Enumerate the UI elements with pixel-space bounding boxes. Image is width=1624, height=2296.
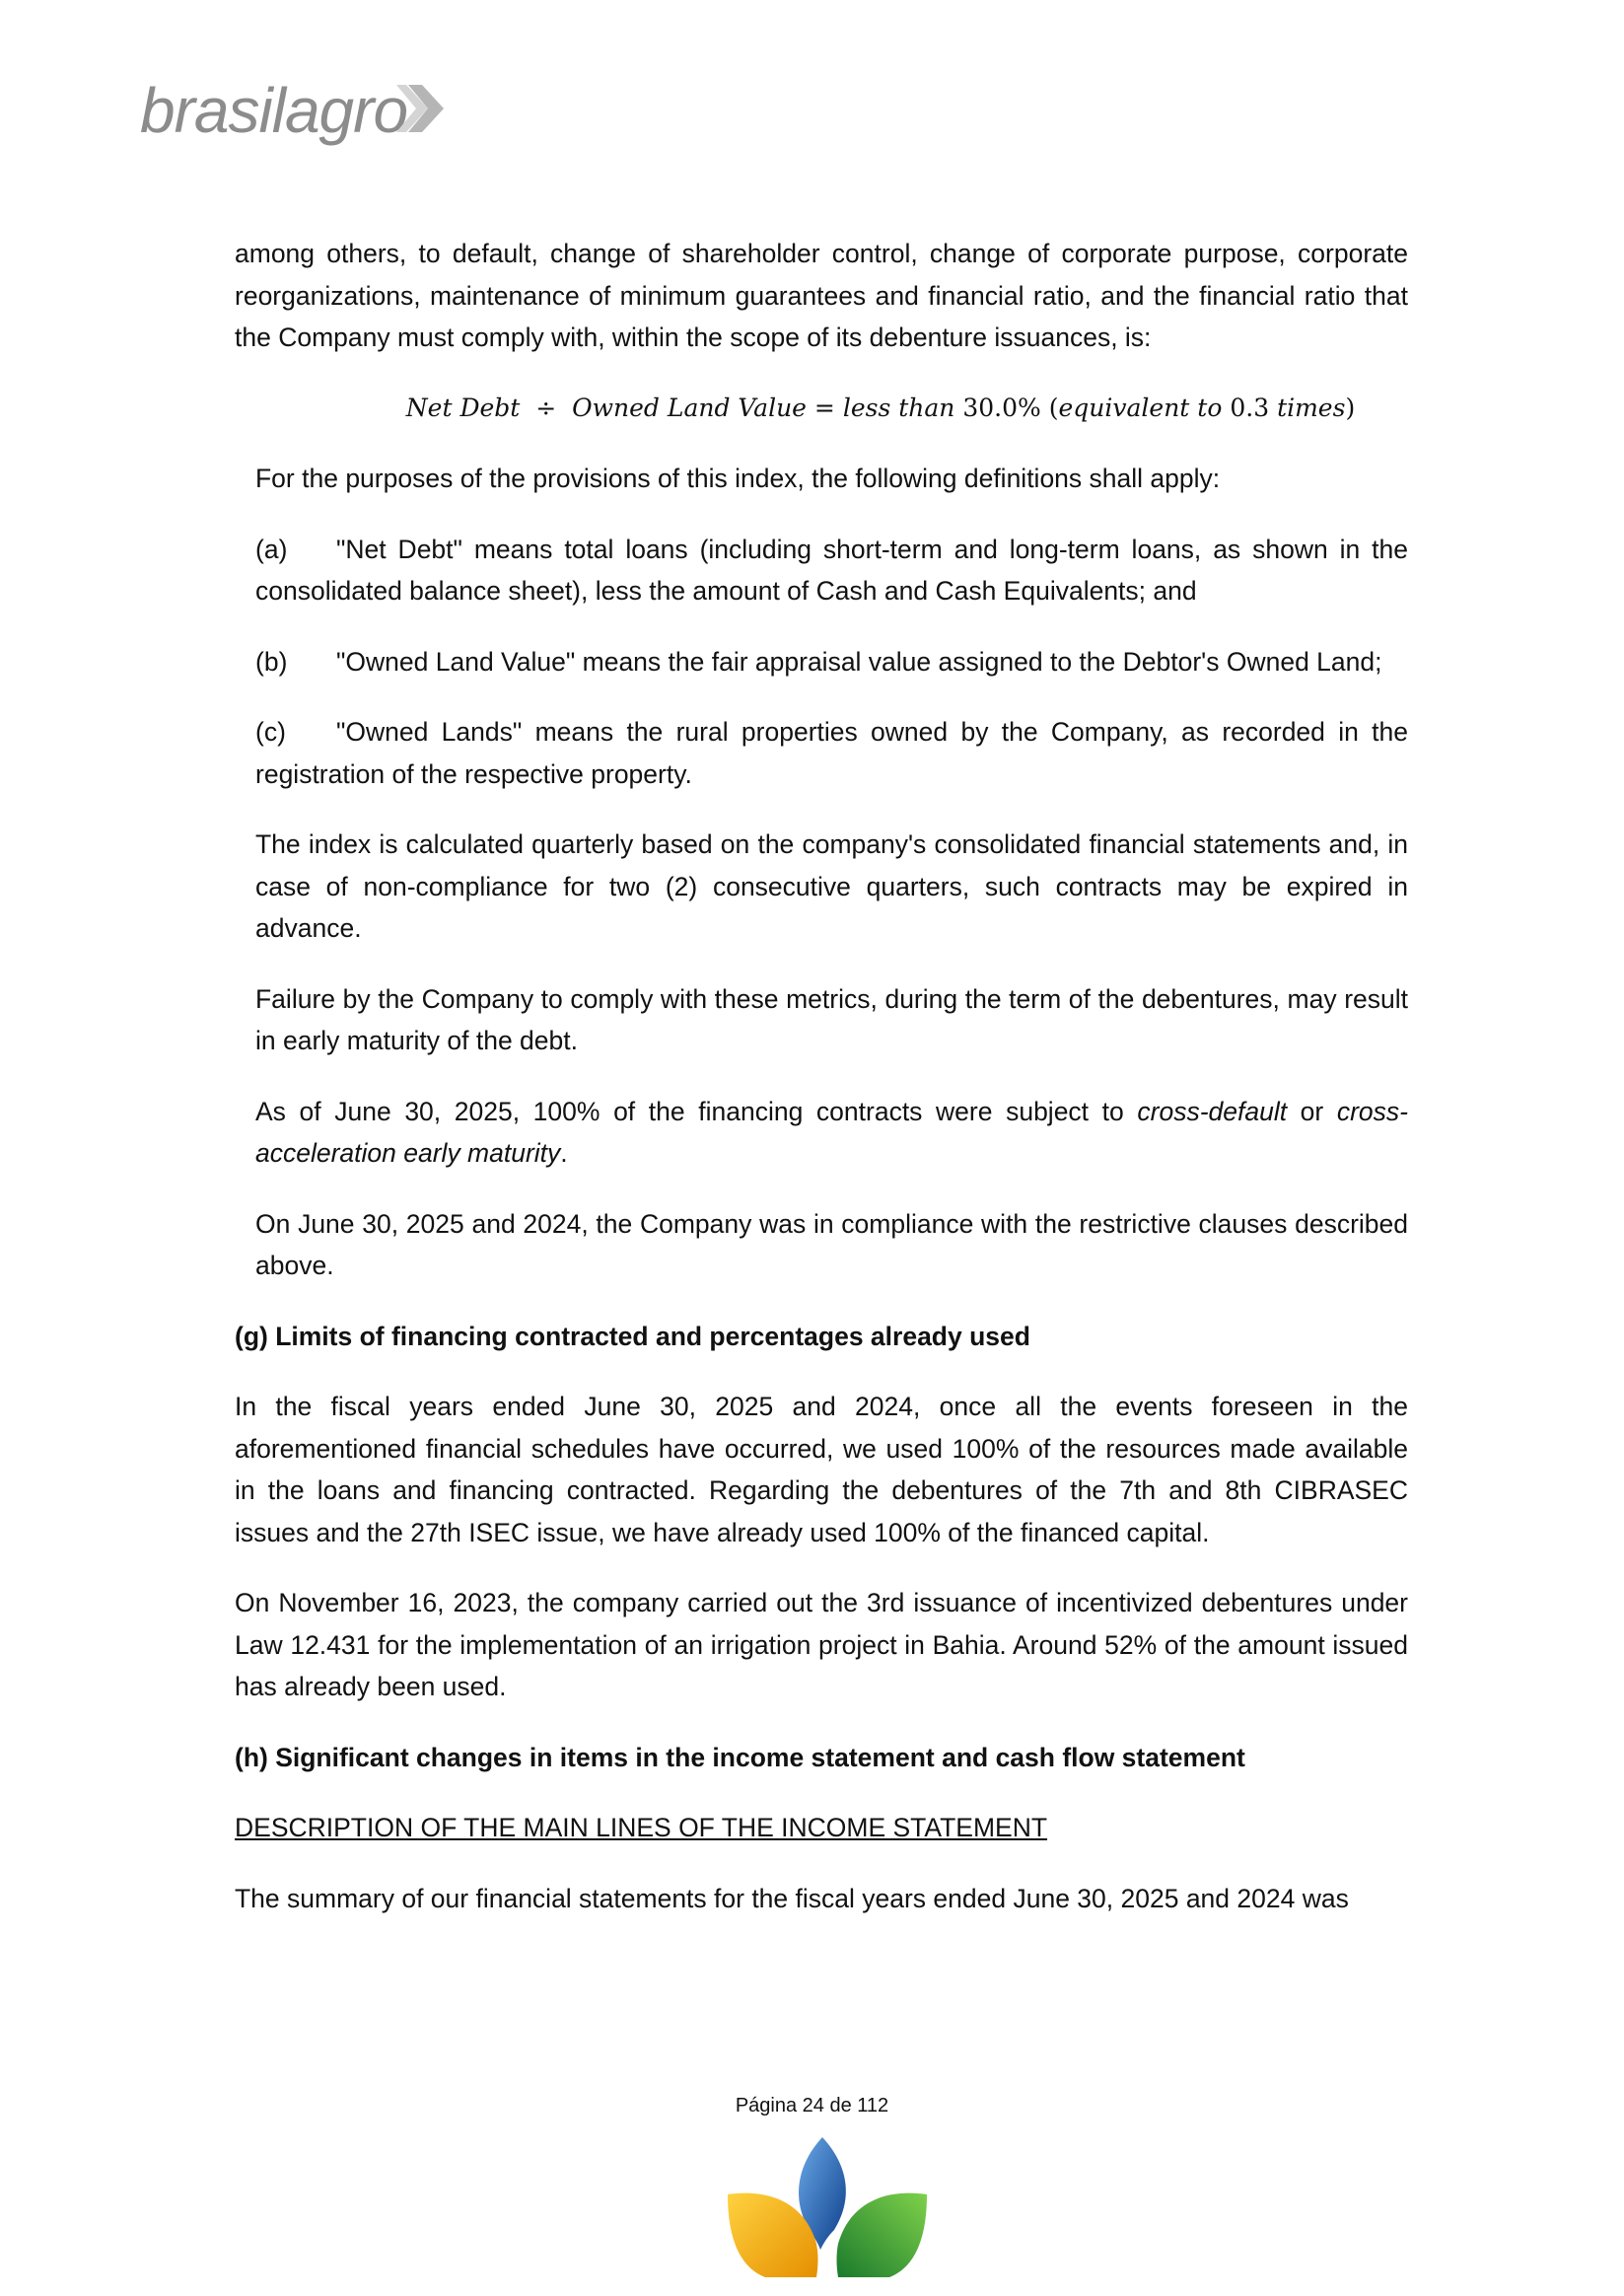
brasilagro-leaves-icon [726,2135,929,2281]
paragraph: On June 30, 2025 and 2024, the Company was in compliance with the restrictive clauses described above. [255,1208,1408,1280]
logo-wordmark: brasilagro [140,75,408,146]
list-marker: (a) [255,534,288,564]
page-number: Página 24 de 112 [735,2095,889,2117]
brasilagro-logo [140,71,446,150]
list-marker: (c) [255,717,286,747]
section-heading-g: (g) Limits of financing contracted and percentages already used [235,1321,1030,1351]
debt-ratio-formula: Net Debt ÷ Owned Land Value = less than 30.0% (equivalent to 0.3 times) [405,393,1356,422]
paragraph: The summary of our financial statements for the fiscal years ended June 30, 2025 and 2024 was [235,1883,1349,1913]
logo-chevron-icon [379,81,448,136]
paragraph: among others, to default, change of shareholder control, change of corporate purpose, corporate reorganizations, maintenance of minimum guarantees and financial ratio, and the financial ratio that the Company must comply with, within the scope of its debenture issuances, is: [235,239,1408,352]
definition-item: (c) "Owned Lands" means the rural properties owned by the Company, as recorded in the registration of the respective property. [235,711,1408,795]
paragraph: In the fiscal years ended June 30, 2025 and 2024, once all the events foreseen in the aforementioned financial schedules have occurred, we used 100% of the resources made available in the loans and financing contracted. Regarding the debentures of the 7th and 8th CIBRASEC issues and the 27th ISEC issue, we have already used 100% of the financed capital. [235,1392,1408,1547]
paragraph: As of June 30, 2025, 100% of the financing contracts were subject to cross-default or cross-acceleration early maturity. [255,1096,1408,1168]
section-heading-h: (h) Significant changes in items in the income statement and cash flow statement [235,1742,1245,1772]
paragraph: The index is calculated quarterly based on the company's consolidated financial statements and, in case of non-compliance for two (2) consecutive quarters, such contracts may be expired in advance. [255,829,1408,943]
document-body [235,233,1408,1919]
list-marker: (b) [255,646,288,677]
paragraph: For the purposes of the provisions of this index, the following definitions shall apply: [255,464,1221,493]
definition-item: (b) "Owned Land Value" means the fair appraisal value assigned to the Debtor's Owned Land; [235,641,1408,683]
definition-item: (a) "Net Debt" means total loans (including short-term and long-term loans, as shown in the consolidated balance sheet), less the amount of Cash and Cash Equivalents; and [235,529,1408,612]
subheading: DESCRIPTION OF THE MAIN LINES OF THE INCOME STATEMENT [235,1813,1048,1842]
paragraph: On November 16, 2023, the company carried out the 3rd issuance of incentivized debentures under Law 12.431 for the implementation of an irrigation project in Bahia. Around 52% of the amount issued has already been used. [235,1588,1408,1701]
paragraph: Failure by the Company to comply with these metrics, during the term of the debentures, may result in early maturity of the debt. [255,983,1408,1055]
